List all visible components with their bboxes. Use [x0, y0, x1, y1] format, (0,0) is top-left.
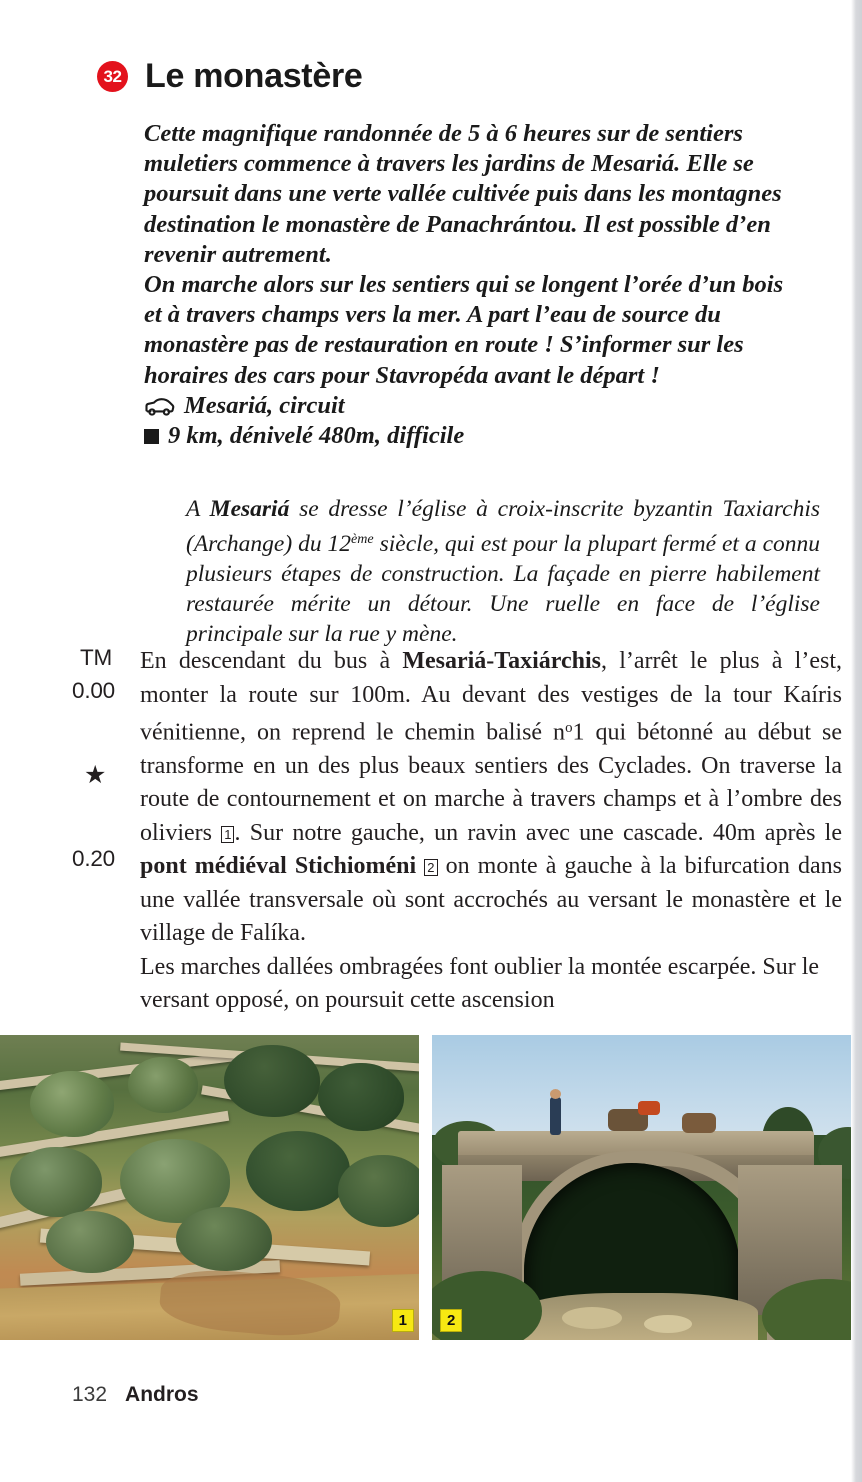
route-text-d: . Sur notre gauche, un ravin avec une cascade. 40m après le [234, 819, 842, 846]
route-text-b: , l’arrêt le plus à l’est, monter la route sur 100m. Au devant des vestiges de la tour Kaíris vénitienne, on reprend le chemin balisé n [140, 648, 842, 746]
route-text-column [140, 645, 842, 1018]
page-gutter [851, 0, 862, 1482]
difficulty-text: 9 km, dénivelé 480m, difficile [168, 422, 465, 450]
chapter-name: Andros [125, 1383, 199, 1406]
route-marker-column [72, 645, 140, 1018]
route-marker-star: ★ [84, 761, 107, 789]
walk-number-badge: 32 [97, 61, 128, 92]
route-text-c: 1 qui bétonné au début se transforme en un des plus beaux sentiers des Cyclades. On traverse la route de contournement et on marche à travers champs et à l’ombre des oliviers [140, 719, 842, 846]
photo-reference-1-icon: 1 [221, 826, 234, 843]
highlight-lead: A [186, 496, 210, 522]
page-number: 132 [72, 1383, 108, 1406]
car-icon [144, 394, 175, 424]
route-superscript-o: o [565, 720, 573, 736]
photo-badge-2: 2 [440, 1309, 462, 1332]
intro-paragraph-2: On marche alors sur les sentiers qui se longent l’orée d’un bois et à travers champs vers la mer. A part l’eau de source du monastère pas de restauration en route ! S’informer sur les horaires des cars pour Stavropéda avant le départ ! [144, 271, 784, 389]
route-description [72, 645, 842, 1018]
page-footer [72, 1383, 199, 1407]
highlight-text-1: se dresse l’église à croix-inscrite byzantin Taxiarchis (Archange) du 12 [186, 496, 820, 557]
route-bold-place-2: pont médiéval Stichioméni [140, 853, 417, 880]
photo-reference-2-icon: 2 [424, 859, 437, 876]
route-marker-tm: TM [80, 645, 113, 670]
stone-arch-bridge-photo [432, 1035, 862, 1340]
photo-badge-1: 1 [392, 1309, 414, 1332]
intro-block [144, 119, 792, 451]
route-text-a: En descendant du bus à [140, 648, 403, 674]
transport-text: Mesariá, circuit [184, 391, 345, 419]
difficulty-line [144, 421, 792, 451]
route-bold-place-1: Mesariá-Taxiárchis [402, 648, 601, 674]
photo-strip [0, 1035, 862, 1340]
page-header [97, 57, 362, 96]
route-paragraph-1 [140, 645, 842, 951]
page-title: Le monastère [145, 57, 363, 95]
route-text-e: on monte à gauche à la bifurcation dans une vallée transversale où sont accrochés au versant le monastère et le village de Falíka. [140, 853, 843, 947]
route-marker-0-00: 0.00 [72, 678, 115, 703]
intro-paragraph-1: Cette magnifique randonnée de 5 à 6 heures sur de sentiers muletiers commence à travers les jardins de Mesariá. Elle se poursuit dans une verte vallée cultivée puis dans les montagnes destination le monastère de Panachrántou. Il est possible d’en revenir autrement. [144, 120, 782, 268]
route-paragraph-2: Les marches dallées ombragées font oublier la montée escarpée. Sur le versant opposé, on poursuit cette ascension [140, 953, 820, 1014]
highlight-place-name: Mesariá [209, 496, 290, 522]
highlight-text-2: siècle, qui est pour la plupart fermé et a connu plusieurs étapes de construction. La façade en pierre habilement restaurée mérite un détour. Une ruelle en face de l’église principale sur la rue y mène. [186, 530, 821, 647]
route-marker-0-20: 0.20 [72, 846, 115, 871]
sight-highlight-block [186, 494, 820, 649]
transport-line [144, 391, 792, 421]
olive-terraces-photo [0, 1035, 419, 1340]
highlight-superscript: ème [351, 531, 374, 547]
filled-square-icon [144, 429, 159, 444]
